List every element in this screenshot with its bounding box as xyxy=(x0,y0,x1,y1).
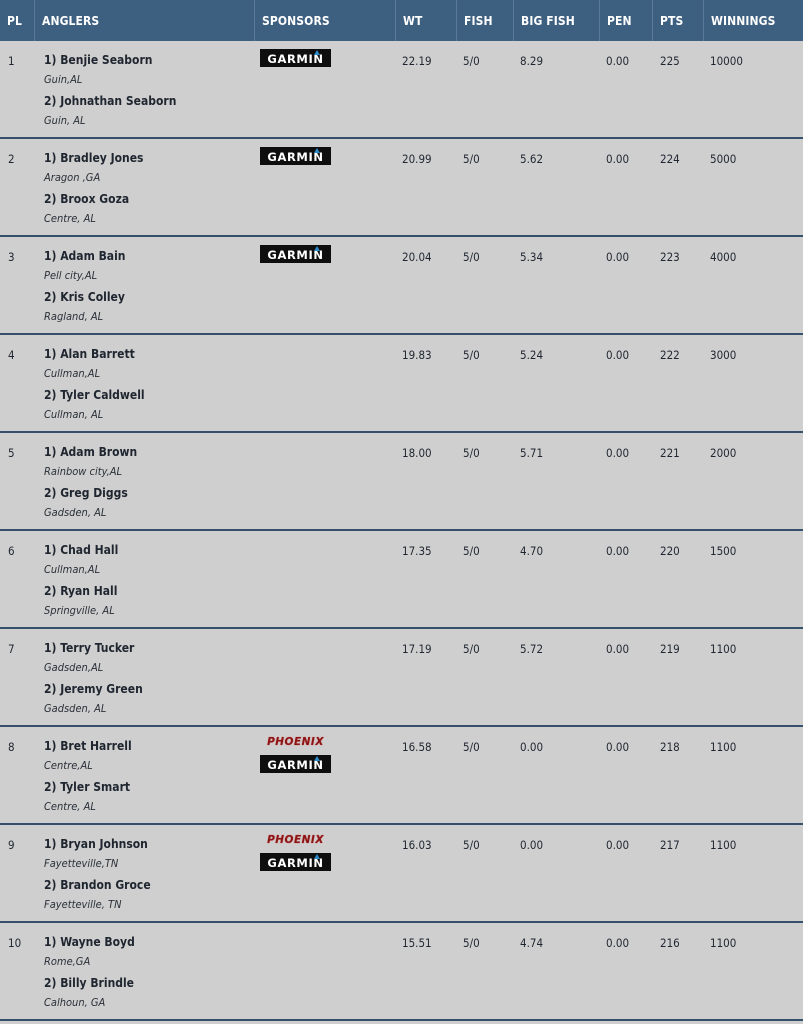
weight-cell: 22.19 xyxy=(402,54,432,68)
anglers-cell xyxy=(44,641,143,723)
points-cell: 220 xyxy=(660,544,680,558)
angler-1-name: 1) Bret Harrell xyxy=(44,739,132,753)
angler-1-location: Fayetteville,TN xyxy=(44,857,119,870)
angler-2-location: Centre, AL xyxy=(44,212,96,225)
angler-1-name: 1) Chad Hall xyxy=(44,543,119,557)
angler-2-location: Gadsden, AL xyxy=(44,702,107,715)
anglers-cell xyxy=(44,445,137,527)
sponsors-cell xyxy=(260,833,331,875)
angler-2-name: 2) Tyler Caldwell xyxy=(44,388,145,402)
winnings-cell: 1500 xyxy=(710,544,737,558)
angler-2-name: 2) Johnathan Seaborn xyxy=(44,94,177,108)
angler-1-location: Gadsden,AL xyxy=(44,661,104,674)
angler-1-name: 1) Wayne Boyd xyxy=(44,935,135,949)
anglers-cell xyxy=(44,935,135,1017)
winnings-cell: 3000 xyxy=(710,348,737,362)
big-fish-cell: 5.71 xyxy=(520,446,544,460)
place-cell: 7 xyxy=(8,642,15,656)
penalty-cell: 0.00 xyxy=(606,642,630,656)
angler-2-location: Centre, AL xyxy=(44,800,96,813)
garmin-logo: GARMIN xyxy=(260,147,331,165)
fish-cell: 5/0 xyxy=(463,544,480,558)
weight-cell: 15.51 xyxy=(402,936,432,950)
col-header-anglers: ANGLERS xyxy=(34,0,254,41)
points-cell: 221 xyxy=(660,446,680,460)
penalty-cell: 0.00 xyxy=(606,544,630,558)
weight-cell: 16.58 xyxy=(402,740,432,754)
garmin-triangle-icon xyxy=(314,148,320,153)
angler-1-location: Cullman,AL xyxy=(44,367,101,380)
weight-cell: 17.35 xyxy=(402,544,432,558)
fish-cell: 5/0 xyxy=(463,348,480,362)
angler-1-location: Rainbow city,AL xyxy=(44,465,123,478)
col-header-fish: FISH xyxy=(456,0,513,41)
place-cell: 8 xyxy=(8,740,15,754)
angler-1-location: Aragon ,GA xyxy=(44,171,101,184)
big-fish-cell: 8.29 xyxy=(520,54,544,68)
phoenix-logo: PHOENIX xyxy=(267,736,324,748)
fish-cell: 5/0 xyxy=(463,250,480,264)
angler-2-name: 2) Ryan Hall xyxy=(44,584,118,598)
angler-2-location: Ragland, AL xyxy=(44,310,104,323)
penalty-cell: 0.00 xyxy=(606,152,630,166)
sponsors-cell xyxy=(260,147,331,169)
penalty-cell: 0.00 xyxy=(606,740,630,754)
table-row xyxy=(0,825,803,923)
weight-cell: 17.19 xyxy=(402,642,432,656)
table-row xyxy=(0,433,803,531)
place-cell: 1 xyxy=(8,54,15,68)
angler-1-location: Cullman,AL xyxy=(44,563,101,576)
angler-2-location: Cullman, AL xyxy=(44,408,104,421)
angler-2-name: 2) Brandon Groce xyxy=(44,878,151,892)
table-row xyxy=(0,41,803,139)
big-fish-cell: 5.34 xyxy=(520,250,544,264)
sponsors-cell xyxy=(260,245,331,267)
winnings-cell: 4000 xyxy=(710,250,737,264)
winnings-cell: 2000 xyxy=(710,446,737,460)
points-cell: 218 xyxy=(660,740,680,754)
points-cell: 223 xyxy=(660,250,680,264)
weight-cell: 20.04 xyxy=(402,250,432,264)
sponsors-cell xyxy=(260,49,331,71)
angler-2-name: 2) Jeremy Green xyxy=(44,682,143,696)
angler-1-name: 1) Bryan Johnson xyxy=(44,837,148,851)
garmin-logo: GARMIN xyxy=(260,755,331,773)
table-row xyxy=(0,531,803,629)
table-row xyxy=(0,629,803,727)
angler-1-location: Pell city,AL xyxy=(44,269,98,282)
table-row xyxy=(0,139,803,237)
angler-1-location: Guin,AL xyxy=(44,73,83,86)
angler-2-name: 2) Kris Colley xyxy=(44,290,125,304)
angler-2-name: 2) Billy Brindle xyxy=(44,976,134,990)
penalty-cell: 0.00 xyxy=(606,838,630,852)
winnings-cell: 1100 xyxy=(710,936,737,950)
fish-cell: 5/0 xyxy=(463,54,480,68)
table-header xyxy=(0,0,803,42)
big-fish-cell: 5.62 xyxy=(520,152,544,166)
col-header-pen: PEN xyxy=(599,0,652,41)
place-cell: 10 xyxy=(8,936,22,950)
angler-2-location: Gadsden, AL xyxy=(44,506,107,519)
angler-2-name: 2) Tyler Smart xyxy=(44,780,131,794)
points-cell: 219 xyxy=(660,642,680,656)
garmin-logo: GARMIN xyxy=(260,853,331,871)
big-fish-cell: 5.72 xyxy=(520,642,544,656)
garmin-logo: GARMIN xyxy=(260,49,331,67)
garmin-triangle-icon xyxy=(314,854,320,859)
weight-cell: 20.99 xyxy=(402,152,432,166)
big-fish-cell: 4.70 xyxy=(520,544,544,558)
penalty-cell: 0.00 xyxy=(606,936,630,950)
angler-1-name: 1) Alan Barrett xyxy=(44,347,135,361)
big-fish-cell: 0.00 xyxy=(520,740,544,754)
angler-2-name: 2) Broox Goza xyxy=(44,192,130,206)
angler-2-location: Calhoun, GA xyxy=(44,996,106,1009)
place-cell: 2 xyxy=(8,152,15,166)
anglers-cell xyxy=(44,347,145,429)
fish-cell: 5/0 xyxy=(463,936,480,950)
angler-2-location: Guin, AL xyxy=(44,114,86,127)
points-cell: 216 xyxy=(660,936,680,950)
table-row xyxy=(0,923,803,1021)
angler-2-location: Springville, AL xyxy=(44,604,115,617)
points-cell: 225 xyxy=(660,54,680,68)
points-cell: 217 xyxy=(660,838,680,852)
place-cell: 3 xyxy=(8,250,15,264)
angler-2-name: 2) Greg Diggs xyxy=(44,486,128,500)
place-cell: 5 xyxy=(8,446,15,460)
fish-cell: 5/0 xyxy=(463,446,480,460)
penalty-cell: 0.00 xyxy=(606,348,630,362)
col-header-big-fish: BIG FISH xyxy=(513,0,599,41)
weight-cell: 19.83 xyxy=(402,348,432,362)
fish-cell: 5/0 xyxy=(463,642,480,656)
table-row xyxy=(0,727,803,825)
big-fish-cell: 0.00 xyxy=(520,838,544,852)
anglers-cell xyxy=(44,53,176,135)
fish-cell: 5/0 xyxy=(463,838,480,852)
anglers-cell xyxy=(44,249,125,331)
col-header-sponsors: SPONSORS xyxy=(254,0,394,41)
anglers-cell xyxy=(44,543,118,625)
angler-1-name: 1) Bradley Jones xyxy=(44,151,144,165)
penalty-cell: 0.00 xyxy=(606,54,630,68)
big-fish-cell: 4.74 xyxy=(520,936,544,950)
angler-1-location: Centre,AL xyxy=(44,759,93,772)
col-header-winnings: WINNINGS xyxy=(703,0,803,41)
table-row xyxy=(0,237,803,335)
phoenix-logo: PHOENIX xyxy=(267,834,324,846)
garmin-triangle-icon xyxy=(314,50,320,55)
angler-2-location: Fayetteville, TN xyxy=(44,898,122,911)
fish-cell: 5/0 xyxy=(463,740,480,754)
place-cell: 6 xyxy=(8,544,15,558)
sponsors-cell xyxy=(260,735,331,777)
penalty-cell: 0.00 xyxy=(606,250,630,264)
garmin-triangle-icon xyxy=(314,756,320,761)
angler-1-name: 1) Adam Brown xyxy=(44,445,138,459)
angler-1-name: 1) Terry Tucker xyxy=(44,641,135,655)
angler-1-name: 1) Benjie Seaborn xyxy=(44,53,153,67)
garmin-logo: GARMIN xyxy=(260,245,331,263)
fish-cell: 5/0 xyxy=(463,152,480,166)
anglers-cell xyxy=(44,151,143,233)
anglers-cell xyxy=(44,739,132,821)
points-cell: 224 xyxy=(660,152,680,166)
points-cell: 222 xyxy=(660,348,680,362)
winnings-cell: 1100 xyxy=(710,838,737,852)
winnings-cell: 5000 xyxy=(710,152,737,166)
winnings-cell: 1100 xyxy=(710,642,737,656)
anglers-cell xyxy=(44,837,151,919)
garmin-triangle-icon xyxy=(314,246,320,251)
col-header-pts: PTS xyxy=(652,0,703,41)
place-cell: 9 xyxy=(8,838,15,852)
place-cell: 4 xyxy=(8,348,15,362)
weight-cell: 18.00 xyxy=(402,446,432,460)
angler-1-name: 1) Adam Bain xyxy=(44,249,126,263)
col-header-pl: PL xyxy=(7,14,22,28)
winnings-cell: 1100 xyxy=(710,740,737,754)
weight-cell: 16.03 xyxy=(402,838,432,852)
col-header-wt: WT xyxy=(395,0,457,41)
winnings-cell: 10000 xyxy=(710,54,743,68)
angler-1-location: Rome,GA xyxy=(44,955,91,968)
penalty-cell: 0.00 xyxy=(606,446,630,460)
big-fish-cell: 5.24 xyxy=(520,348,544,362)
table-row xyxy=(0,335,803,433)
